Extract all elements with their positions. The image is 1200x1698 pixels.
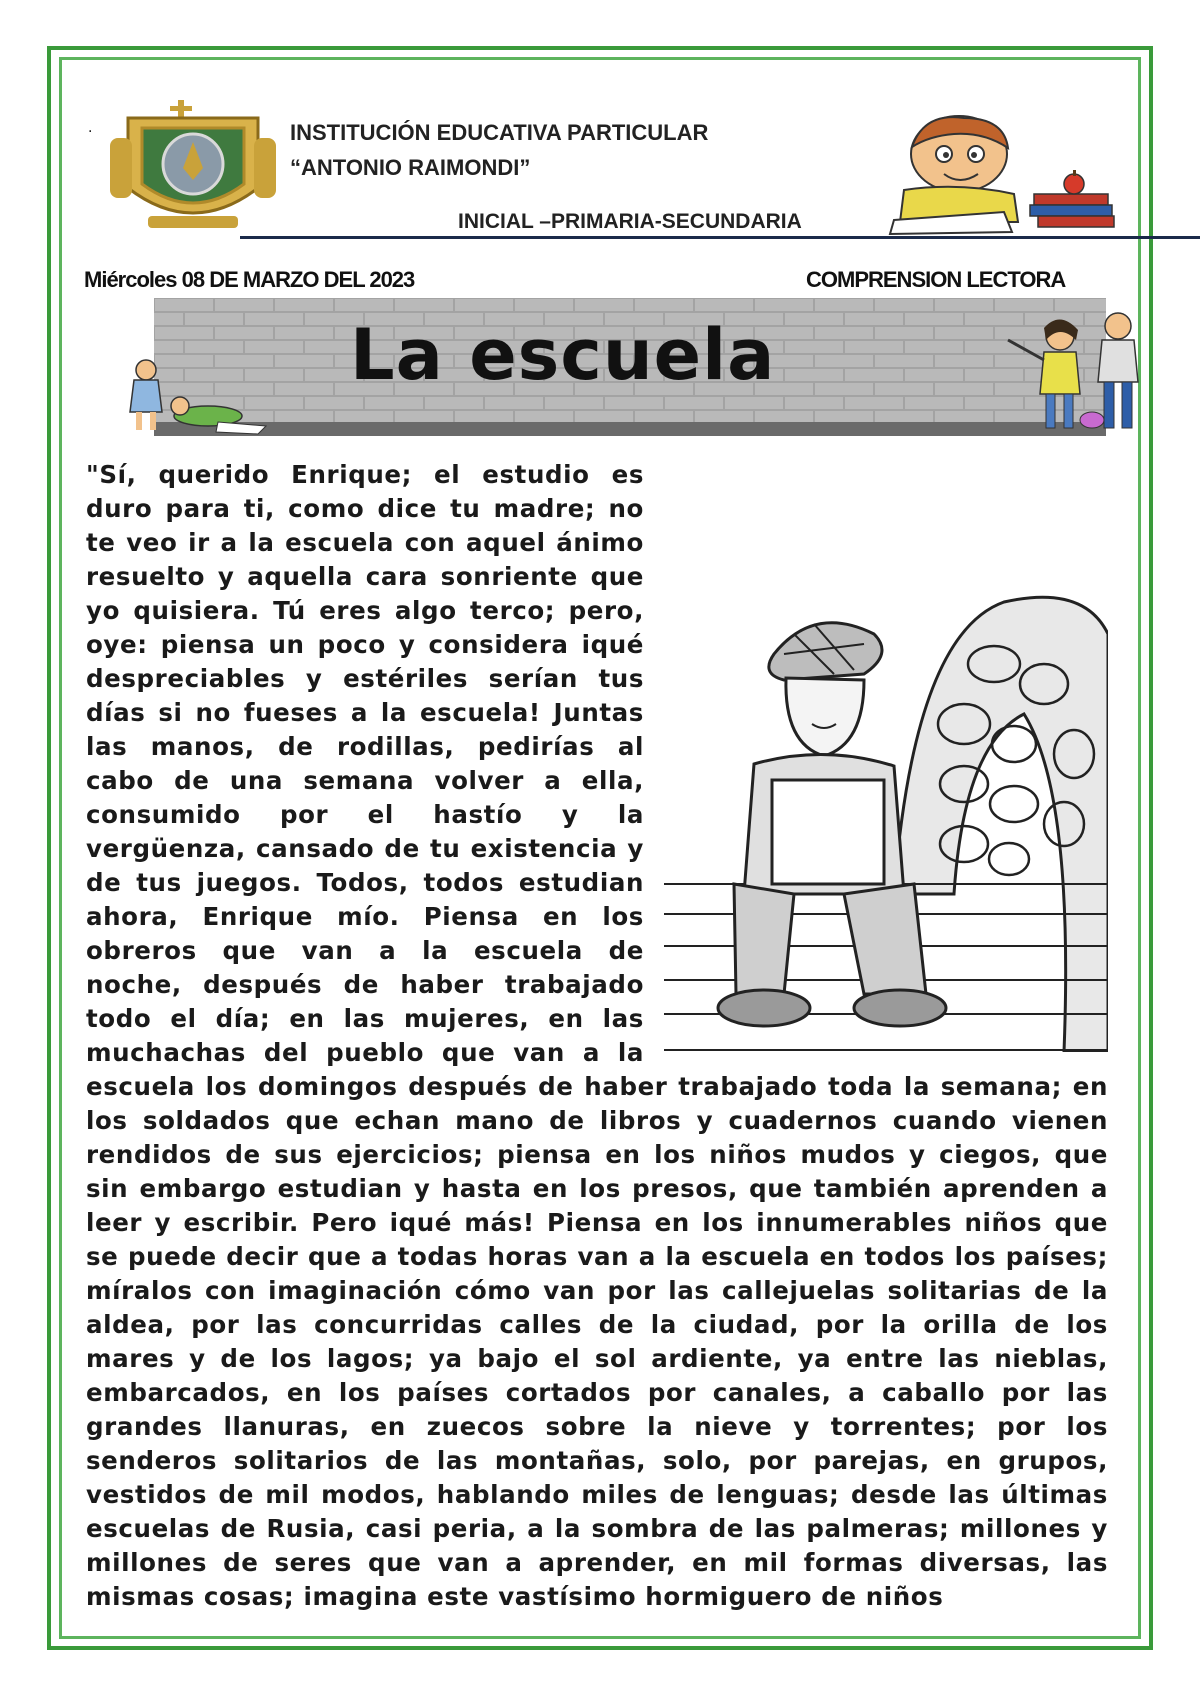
children-standing-icon — [1000, 310, 1162, 438]
institution-type: INSTITUCIÓN EDUCATIVA PARTICULAR — [290, 120, 709, 145]
reading-passage — [86, 458, 1108, 1614]
boy-reading-on-steps-illustration — [664, 594, 1108, 1052]
stray-dot: . — [88, 120, 93, 136]
reading-text: "Sí, querido Enrique; el estudio es duro para ti, como dice tu madre; no te veo ir a la escuela con aquel ánimo resuelto y aquella cara sonriente que yo quisiera. Tú eres algo terco; pero, oye: piensa un poco y considera iqué despreciables y estériles serían tus días si no fueses a la escuela! Juntas las manos, de rodillas, pedirías al cabo de una semana volver a ella, consumido por el hastío y la vergüenza, cansado de tu existencia y de tus juegos. Todos, todos estudian ahora, Enrique mío. Piensa en los obreros que van a la escuela de noche, después de haber trabajado todo el día; en las mujeres, en las muchachas del pueblo que van a la escuela los domingos después de haber trabajado toda la semana; en los soldados que echan mano de libros y cuadernos cuando vienen rendidos de sus ejercicios; piensa en los niños mudos y ciegos, que sin embargo estudian y hasta en los presos, que también aprenden a leer y escribir. Pero iqué más! Piensa en los innumerables niños que se puede decir que a todas horas van a la escuela en todos los países; míralos con imaginación cómo van por las callejuelas solitarias de la aldea, por las concurridas calles de la ciudad, por la orilla de los mares y de los lagos; ya bajo el sol ardiente, ya entre las nieblas, embarcados, en los países cortados por canales, a caballo por las grandes llanuras, en zuecos sobre la nieve y torrentes; por los senderos solitarios de las montañas, solo, por parejas, en grupos, vestidos de mil modos, hablando miles de lenguas; desde las últimas escuelas de Rusia, casi peria, a la sombra de las palmeras; millones y millones de seres que van a aprender, en mil formas diversas, las mismas cosas; imagina este vastísimo hormiguero de niños — [86, 460, 1108, 1611]
reading-title: La escuela — [350, 314, 776, 396]
education-levels: INICIAL –PRIMARIA-SECUNDARIA — [458, 210, 802, 233]
children-playing-icon — [98, 356, 268, 436]
lesson-subject: COMPRENSION LECTORA — [806, 267, 1066, 292]
school-crest-icon — [108, 98, 278, 232]
reading-child-icon — [884, 112, 1124, 237]
lesson-date: Miércoles 08 DE MARZO DEL 2023 — [84, 267, 415, 292]
institution-name: “ANTONIO RAIMONDI” — [290, 155, 531, 180]
